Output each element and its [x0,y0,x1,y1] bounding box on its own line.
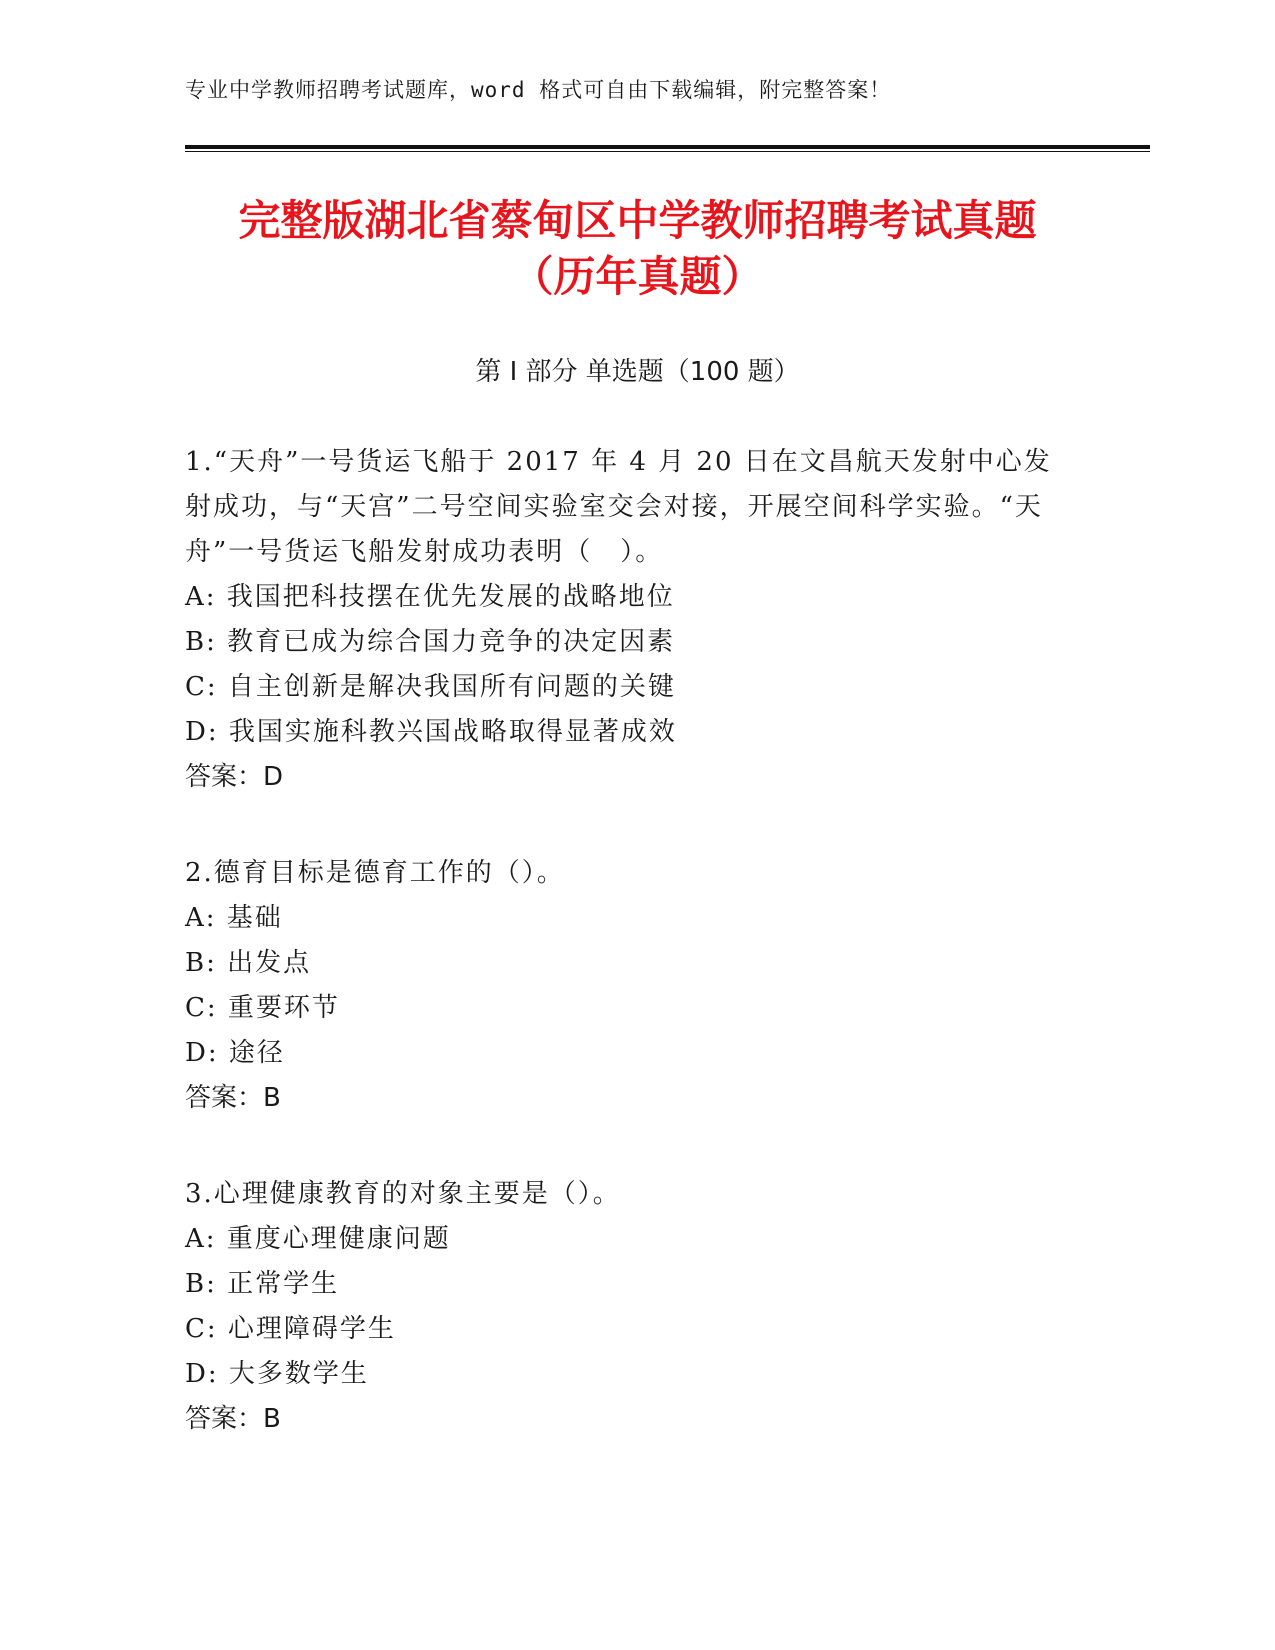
question-1 [185,440,1075,800]
option-c: C: 心理障碍学生 [185,1314,396,1344]
option-d: D: 大多数学生 [185,1359,369,1389]
section-heading: 第 I 部分 单选题（100 题） [475,357,800,387]
question-stem: 2.德育目标是德育工作的（）。 [185,858,565,888]
option-b: B: 正常学生 [185,1269,340,1299]
question-stem: 1.“天舟”一号货运飞船于 2017 年 4 月 20 日在文昌航天发射中心发射成功，与“天宫”二号空间实验室交会对接，开展空间科学实验。“天舟”一号货运飞船发射成功表明（ ）。 [185,447,1052,567]
answer: 答案：B [185,1404,281,1434]
question-3 [185,1172,1075,1442]
answer: 答案：B [185,1083,281,1113]
option-b: B: 出发点 [185,948,312,978]
header-note: 专业中学教师招聘考试题库，word 格式可自由下载编辑，附完整答案！ [185,78,892,102]
document-title-line-2: （历年真题） [511,252,764,301]
question-2 [185,851,1075,1121]
option-a: A: 基础 [185,903,283,933]
option-b: B: 教育已成为综合国力竞争的决定因素 [185,627,676,657]
option-a: A: 我国把科技摆在优先发展的战略地位 [185,582,675,612]
document-title [0,193,1275,305]
option-c: C: 重要环节 [185,993,340,1023]
option-c: C: 自主创新是解决我国所有问题的关键 [185,672,676,702]
option-d: D: 途径 [185,1038,285,1068]
question-stem: 3.心理健康教育的对象主要是（）。 [185,1179,621,1209]
header-rule-thick [185,145,1150,149]
answer: 答案：D [185,762,284,792]
option-a: A: 重度心理健康问题 [185,1224,451,1254]
question-list [185,440,1075,1493]
header-rule-thin [185,151,1150,152]
document-title-line-1: 完整版湖北省蔡甸区中学教师招聘考试真题 [238,196,1037,245]
option-d: D: 我国实施科教兴国战略取得显著成效 [185,717,677,747]
